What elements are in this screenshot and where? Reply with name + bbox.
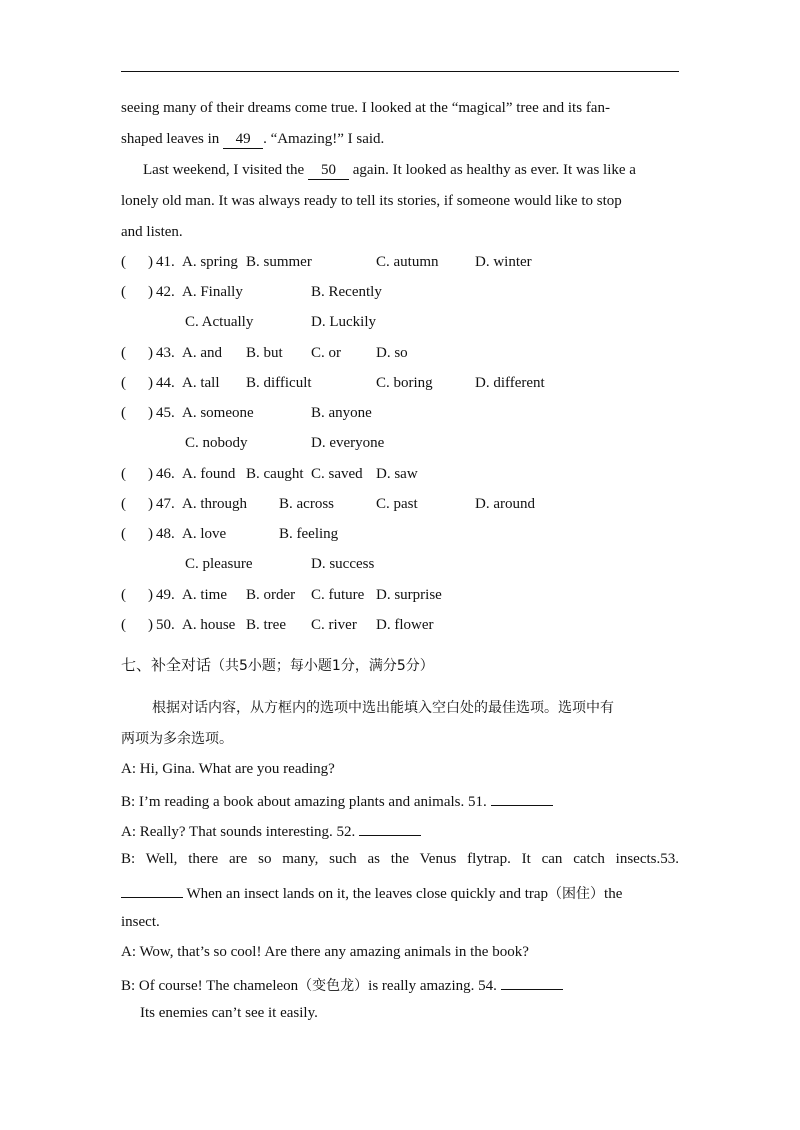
answer-paren-open: ( xyxy=(121,617,126,633)
answer-blank-53[interactable] xyxy=(121,881,183,898)
question-45 xyxy=(121,403,681,423)
question-number: 50. xyxy=(156,617,175,633)
passage-line xyxy=(121,129,384,149)
answer-blank-54[interactable] xyxy=(501,973,563,990)
question-42-row2 xyxy=(121,312,681,332)
dialogue-text: B: I’m reading a book about amazing plants and animals. 51. xyxy=(121,794,487,810)
answer-paren-open: ( xyxy=(121,496,126,512)
section-title: 七、补全对话 xyxy=(121,656,212,674)
answer-paren-close: ) xyxy=(148,284,153,300)
dialogue-line xyxy=(121,789,553,812)
question-46 xyxy=(121,464,681,484)
dialogue-line xyxy=(121,973,563,996)
dialogue-line xyxy=(121,881,622,904)
passage-line: and listen. xyxy=(121,224,183,240)
option-b: B. tree xyxy=(246,617,286,633)
dialogue-gloss: （困住） xyxy=(548,886,605,902)
option-a: A. time xyxy=(182,587,227,603)
option-c: C. past xyxy=(376,496,418,512)
dialogue-text: the xyxy=(604,886,623,902)
option-b: B. anyone xyxy=(311,405,372,421)
option-c: C. saved xyxy=(311,466,363,482)
option-b: B. difficult xyxy=(246,375,312,391)
option-d: D. winter xyxy=(475,254,532,270)
option-a: A. through xyxy=(182,496,247,512)
answer-paren-close: ) xyxy=(148,466,153,482)
blank-49: 49 xyxy=(223,131,263,149)
question-48-row2 xyxy=(121,554,681,574)
answer-paren-open: ( xyxy=(121,284,126,300)
option-d: D. saw xyxy=(376,466,418,482)
dialogue-line: B: Well, there are so many, such as the Venus flytrap. It can catch insects.53. xyxy=(121,851,679,867)
option-d: D. so xyxy=(376,345,408,361)
option-d: D. success xyxy=(311,556,375,572)
answer-paren-open: ( xyxy=(121,587,126,603)
option-a: A. and xyxy=(182,345,222,361)
passage-line xyxy=(143,160,636,180)
option-b: B. across xyxy=(279,496,334,512)
answer-paren-open: ( xyxy=(121,345,126,361)
option-c: C. pleasure xyxy=(185,556,253,572)
option-c: C. or xyxy=(311,345,341,361)
section-heading xyxy=(121,655,434,676)
passage-text: again. It looked as healthy as ever. It was like a xyxy=(348,162,636,178)
question-41 xyxy=(121,252,681,272)
dialogue-line: A: Wow, that’s so cool! Are there any amazing animals in the book? xyxy=(121,944,529,960)
question-number: 41. xyxy=(156,254,175,270)
answer-paren-close: ) xyxy=(148,345,153,361)
answer-paren-close: ) xyxy=(148,526,153,542)
option-a: A. found xyxy=(182,466,236,482)
answer-paren-open: ( xyxy=(121,405,126,421)
answer-blank-51[interactable] xyxy=(491,789,553,806)
option-b: B. caught xyxy=(246,466,304,482)
answer-paren-close: ) xyxy=(148,254,153,270)
dialogue-text: When an insect lands on it, the leaves close quickly and trap xyxy=(183,886,549,902)
option-c: C. future xyxy=(311,587,365,603)
option-d: D. everyone xyxy=(311,435,385,451)
answer-paren-open: ( xyxy=(121,254,126,270)
option-b: B. order xyxy=(246,587,296,603)
dialogue-line: insect. xyxy=(121,914,160,930)
option-c: C. nobody xyxy=(185,435,248,451)
question-number: 44. xyxy=(156,375,175,391)
question-number: 47. xyxy=(156,496,175,512)
question-number: 43. xyxy=(156,345,175,361)
question-48 xyxy=(121,524,681,544)
question-number: 49. xyxy=(156,587,175,603)
option-d: D. surprise xyxy=(376,587,442,603)
passage-text: Last weekend, I visited the xyxy=(143,162,308,178)
option-b: B. Recently xyxy=(311,284,382,300)
instruction-line: 两项为多余选项。 xyxy=(121,731,233,747)
option-d: D. around xyxy=(475,496,535,512)
question-45-row2 xyxy=(121,433,681,453)
question-number: 46. xyxy=(156,466,175,482)
option-b: B. but xyxy=(246,345,283,361)
answer-paren-open: ( xyxy=(121,466,126,482)
option-c: C. Actually xyxy=(185,314,254,330)
option-a: A. spring xyxy=(182,254,238,270)
passage-text: . “Amazing!” I said. xyxy=(263,131,385,147)
answer-paren-close: ) xyxy=(148,405,153,421)
header-rule xyxy=(121,71,679,72)
option-a: A. Finally xyxy=(182,284,243,300)
question-43 xyxy=(121,343,681,363)
blank-50: 50 xyxy=(308,162,349,180)
option-d: D. different xyxy=(475,375,545,391)
answer-paren-close: ) xyxy=(148,587,153,603)
option-d: D. flower xyxy=(376,617,434,633)
option-b: B. summer xyxy=(246,254,312,270)
option-c: C. autumn xyxy=(376,254,439,270)
instruction-line: 根据对话内容，从方框内的选项中选出能填入空白处的最佳选项。选项中有 xyxy=(152,700,614,716)
answer-paren-open: ( xyxy=(121,526,126,542)
dialogue-text: B: Of course! The chameleon xyxy=(121,978,299,994)
passage-line: seeing many of their dreams come true. I looked at the “magical” tree and its fan- xyxy=(121,100,610,116)
dialogue-line xyxy=(121,819,421,842)
question-42 xyxy=(121,282,681,302)
question-50 xyxy=(121,615,681,635)
option-a: A. someone xyxy=(182,405,254,421)
question-44 xyxy=(121,373,681,393)
option-b: B. feeling xyxy=(279,526,339,542)
answer-paren-close: ) xyxy=(148,617,153,633)
section-subtitle: （共5小题；每小题1分，满分5分） xyxy=(211,658,434,674)
dialogue-line: A: Hi, Gina. What are you reading? xyxy=(121,761,335,777)
dialogue-gloss: （变色龙） xyxy=(298,978,369,994)
question-49 xyxy=(121,585,681,605)
question-47 xyxy=(121,494,681,514)
question-number: 45. xyxy=(156,405,175,421)
answer-paren-close: ) xyxy=(148,496,153,512)
dialogue-text: is really amazing. 54. xyxy=(368,978,497,994)
option-a: A. tall xyxy=(182,375,220,391)
answer-paren-close: ) xyxy=(148,375,153,391)
option-a: A. love xyxy=(182,526,227,542)
answer-paren-open: ( xyxy=(121,375,126,391)
option-c: C. river xyxy=(311,617,357,633)
passage-text: shaped leaves in xyxy=(121,131,224,147)
option-a: A. house xyxy=(182,617,236,633)
dialogue-text: A: Really? That sounds interesting. 52. xyxy=(121,824,356,840)
dialogue-line: Its enemies can’t see it easily. xyxy=(140,1005,318,1021)
option-d: D. Luckily xyxy=(311,314,376,330)
option-c: C. boring xyxy=(376,375,433,391)
question-number: 42. xyxy=(156,284,175,300)
question-number: 48. xyxy=(156,526,175,542)
answer-blank-52[interactable] xyxy=(359,819,421,836)
passage-line: lonely old man. It was always ready to tell its stories, if someone would like to stop xyxy=(121,193,622,209)
